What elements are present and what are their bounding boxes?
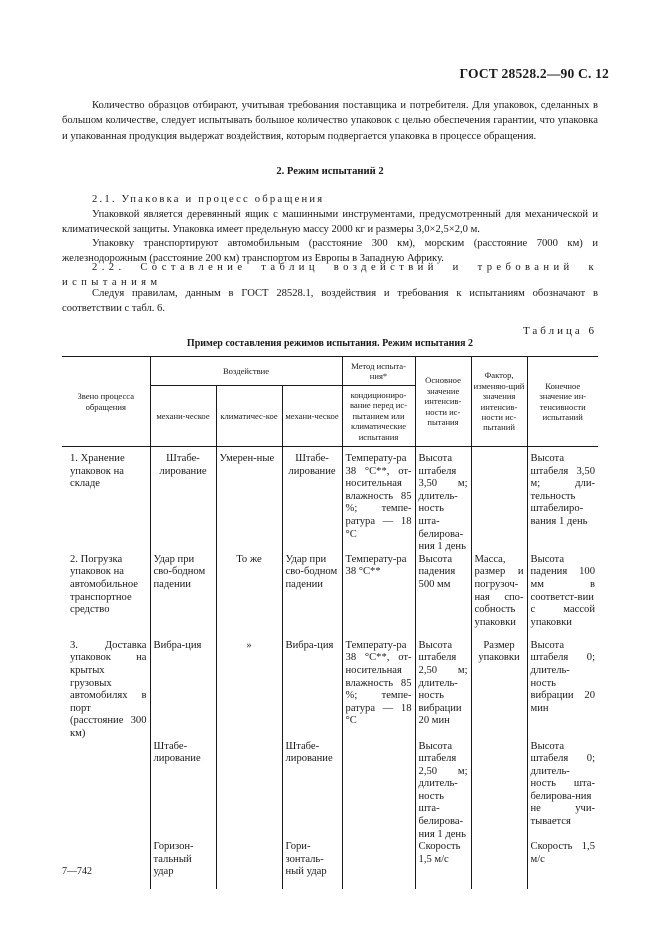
cell-mechanical-2: Удар при сво-бодном падении [282,554,342,640]
header-impact: Воздействие [150,357,342,386]
cell-climatic: Умерен-ные [216,453,282,554]
header-factor: Фактор, изменяю-щий значения интенсив-ности ис-пытаний [471,357,527,447]
cell-factor [471,841,527,889]
header-stage: Звено процесса обращения [62,357,150,447]
header-method-conditioning: кондициониро-вание перед ис-пытанием или климатические испытания [342,386,415,447]
cell-climatic [216,841,282,889]
cell-stage: 2. Погрузка упаковок на автомобильное транспортное средство [62,554,150,640]
cell-factor [471,453,527,554]
cell-mechanical: Штабе-лирование [150,741,216,842]
cell-climatic: То же [216,554,282,640]
table-row [62,841,598,889]
table-row [62,640,598,741]
table-row [62,554,598,640]
cell-stage: 3. Доставка упаковок на крытых грузовых автомобилях в порт (расстояние 300 км) [62,640,150,741]
cell-method: Температу-ра 38 °С**, от-носительная влажность 85 %; темпе-ратура — 18 °С [342,640,415,741]
cell-final-value: Высота штабеля 0; длитель-ность вибрации 20 мин [527,640,598,741]
test-mode-table [62,356,598,889]
cell-factor [471,741,527,842]
cell-method: Температу-ра 38 °С**, от-носительная влажность 85 %; темпе-ратура — 18 °С [342,453,415,554]
cell-mechanical-2: Штабе-лирование [282,741,342,842]
cell-mechanical-2: Штабе-лирование [282,453,342,554]
cell-factor: Масса, размер и погрузоч-ная спо-собность упаковки [471,554,527,640]
cell-base-value: Скорость 1,5 м/с [415,841,471,889]
header-final-value: Конечное значение ин-тенсивности испытаний [527,357,598,447]
cell-base-value: Высота штабеля 3,50 м; длитель-ность шта-белирова-ния 1 день [415,453,471,554]
cell-mechanical-2: Гори-зонталь-ный удар [282,841,342,889]
table-row [62,741,598,842]
cell-final-value: Скорость 1,5 м/с [527,841,598,889]
section-title: 2. Режим испытаний 2 [276,166,384,177]
intro-paragraph: Количество образцов отбирают, учитывая требования поставщика и потребителя. Для упаковок, сделанных в большом количестве, следует испытывать большое количество упаковок с целью обеспечения гарантии, что упаковка и упакованная продукция выдержат воздействия, которым подвергается упаковка в процессе обращения. [62,100,598,142]
cell-final-value: Высота падения 100 мм в соответст-вии с массой упаковки [527,554,598,640]
table-label: Таблица 6 [522,325,597,337]
cell-final-value: Высота штабеля 3,50 м; дли-тельность штабелиро-вания 1 день [527,453,598,554]
page-footer-code: 7—742 [62,866,92,877]
cell-mechanical: Горизон-тальный удар [150,841,216,889]
cell-stage: 1. Хранение упаковок на складе [62,453,150,554]
cell-mechanical-2: Вибра-ция [282,640,342,741]
table-caption: Пример составления режимов испытания. Режим испытания 2 [186,338,474,349]
cell-base-value: Высота штабеля 2,50 м; длитель-ность вибрации 20 мин [415,640,471,741]
header-method: Метод испыта-ния* [342,357,415,386]
cell-mechanical: Штабе-лирование [150,453,216,554]
cell-method [342,741,415,842]
cell-factor: Размер упаковки [471,640,527,741]
subsection-2-2-heading: 2.2. Составление таблиц воздействий и требований к испытаниям [62,262,598,289]
cell-mechanical: Удар при сво-бодном падении [150,554,216,640]
cell-base-value: Высота падения 500 мм [415,554,471,640]
cell-mechanical: Вибра-ция [150,640,216,741]
cell-stage [62,741,150,842]
subsection-2-2-paragraph: Следуя правилам, данным в ГОСТ 28528.1, воздействия и требования к испытаниям обозначают в соответствии с табл. 6. [62,288,598,315]
subsection-2-1-heading: 2.1. Упаковка и процесс обращения [92,194,325,205]
subsection-2-1-paragraph-1: Упаковкой является деревянный ящик с машинными инструментами, предусмотренный для механической и климатической защиты. Упаковка имеет предельную массу 2000 кг и размеры 3,0×2,5×2,0 м. [62,209,598,236]
cell-base-value: Высота штабеля 2,50 м; длитель-ность шта-белирова-ния 1 день [415,741,471,842]
header-base-value: Основное значение интенсив-ности ис-пытания [415,357,471,447]
table-row [62,453,598,554]
page-header: ГОСТ 28528.2—90 С. 12 [459,66,609,81]
header-mechanical: механи-ческое [150,386,216,447]
cell-climatic: » [216,640,282,741]
subsection-2-1-paragraph-2: Упаковку транспортируют автомобильным (расстояние 300 км), морским (расстояние 7000 км) и железнодорожным (расстояние 200 км) транспортом из Европы в Западную Африку. [62,238,598,265]
cell-method: Температу-ра 38 °С** [342,554,415,640]
header-climatic: климатичес-кое [216,386,282,447]
cell-method [342,841,415,889]
cell-climatic [216,741,282,842]
header-mechanical-2: механи-ческое [282,386,342,447]
cell-final-value: Высота штабеля 0; длитель-ность шта-белирова-ния не учи-тывается [527,741,598,842]
